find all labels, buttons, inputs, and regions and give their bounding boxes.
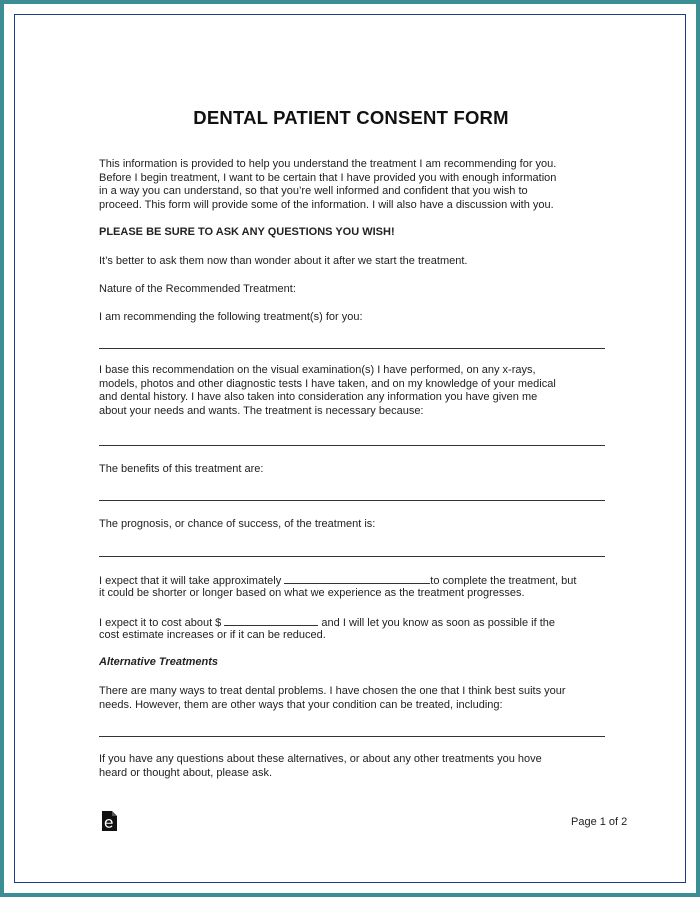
alternatives-heading: Alternative Treatments: [99, 656, 219, 668]
cost-text-after: and I will let you know as soon as possible if the: [321, 617, 555, 629]
page-frame: [4, 4, 696, 893]
alternatives-line-1: There are many ways to treat dental problems. I have chosen the one that I think best suits your: [99, 685, 566, 697]
treatment-line[interactable]: [99, 348, 605, 349]
benefits-line[interactable]: [99, 500, 605, 501]
duration-text-before: I expect that it will take approximately: [99, 575, 282, 587]
questions-line-2: heard or thought about, please ask.: [99, 766, 273, 779]
necessity-line[interactable]: [99, 445, 605, 446]
intro-line-2: Before I begin treatment, I want to be certain that I have provided you with enough information: [99, 171, 557, 184]
prognosis-line[interactable]: [99, 556, 605, 557]
document-page: [14, 14, 686, 883]
duration-line-2: it could be shorter or longer based on what we experience as the treatment progresses.: [99, 586, 525, 599]
questions-line-1: If you have any questions about these alternatives, or about any other treatments you hove: [99, 753, 542, 765]
nature-label: Nature of the Recommended Treatment:: [99, 283, 296, 295]
emphasis-heading: PLEASE BE SURE TO ASK ANY QUESTIONS YOU WISH!: [99, 226, 395, 238]
alternatives-line-2: needs. However, them are other ways that your condition can be treated, including:: [99, 698, 503, 711]
page-number: Page 1 of 2: [571, 816, 628, 828]
duration-text-after: to complete the treatment, but: [430, 575, 577, 587]
recommending-label: I am recommending the following treatment(s) for you:: [99, 311, 363, 323]
intro-line-4: proceed. This form will provide some of the information. I will also have a discussion with you.: [99, 198, 554, 211]
basis-line-1: I base this recommendation on the visual examination(s) I have performed, on any x-rays,: [99, 364, 536, 376]
ask-now-text: It’s better to ask them now than wonder about it after we start the treatment.: [99, 255, 468, 267]
intro-line-3: in a way you can understand, so that you’re well informed and confident that you wish to: [99, 185, 528, 197]
basis-line-2: models, photos and other diagnostic tests I have taken, and on my knowledge of your medical: [99, 377, 556, 390]
eforms-logo-icon: [101, 811, 117, 831]
cost-line-2: cost estimate increases or if it can be reduced.: [99, 628, 326, 641]
duration-blank[interactable]: [284, 573, 430, 584]
intro-line-1: This information is provided to help you understand the treatment I am recommending for you.: [99, 158, 557, 170]
cost-blank[interactable]: [224, 615, 318, 626]
page-title: DENTAL PATIENT CONSENT FORM: [193, 107, 509, 128]
benefits-label: The benefits of this treatment are:: [99, 463, 264, 475]
basis-line-4: about your needs and wants. The treatment is necessary because:: [99, 404, 424, 417]
prognosis-label: The prognosis, or chance of success, of the treatment is:: [99, 518, 376, 530]
alternatives-line[interactable]: [99, 736, 605, 737]
basis-line-3: and dental history. I have also taken into consideration any information you have given me: [99, 391, 538, 403]
cost-text-before: I expect it to cost about $: [99, 617, 222, 629]
